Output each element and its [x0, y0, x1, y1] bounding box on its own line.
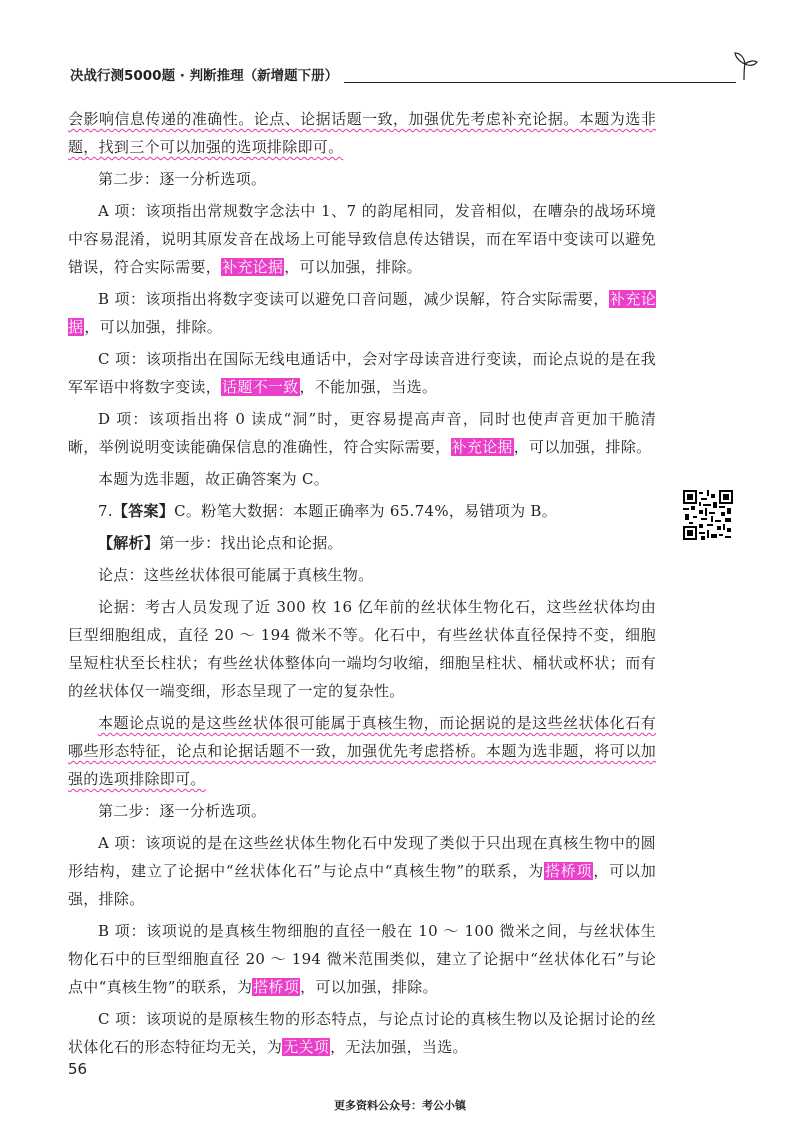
option-a-analysis [68, 197, 656, 281]
argument-evidence: 论据：考古人员发现了近 300 枚 16 亿年前的丝状体生物化石，这些丝状体均由巨型细胞组成，直径 20 ～ 194 微米不等。化石中，有些丝状体直径保持不变，细胞呈短柱状至长柱状；有些丝状体整体向一端均匀收缩，细胞呈柱状、桶状或杯状；而有的丝状体仅一端变细，形态呈现了一定的复杂性。 [68, 598, 656, 700]
analysis-text: 第一步：找出论点和论据。 [159, 534, 343, 552]
option-c-analysis [68, 345, 656, 401]
option-b-analysis [68, 285, 656, 341]
book-title: 决战行测5000题 · 判断推理（新增题下册） [70, 64, 344, 84]
text: ，可以加强，排除。 [84, 318, 223, 336]
page-number: 56 [68, 1060, 88, 1078]
option-c-analysis [68, 1005, 656, 1061]
highlight-tag: 补充论据 [222, 258, 284, 276]
qr-code[interactable] [683, 490, 733, 540]
answer-text: C。粉笔大数据：本题正确率为 65.74%，易错项为 B。 [174, 502, 558, 520]
text: ，可以加强，排除。 [68, 862, 656, 908]
text: C 项：该项说的是原核生物的形态特点，与论点讨论的真核生物以及论据讨论的丝状体化石的形态特征均无关，为 [68, 1010, 656, 1056]
highlight-tag: 搭桥项 [253, 978, 300, 996]
step-heading: 第二步：逐一分析选项。 [98, 802, 267, 820]
highlight-tag: 补充论据 [68, 290, 656, 336]
text: ，可以加强，排除。 [284, 258, 422, 276]
option-a-analysis [68, 829, 656, 913]
text: ，不能加强，当选。 [299, 378, 438, 396]
text: ，可以加强，排除。 [300, 978, 438, 996]
key-sentence: 本题论点说的是这些丝状体很可能属于真核生物，而论据说的是这些丝状体化石有哪些形态特征，论点和论据话题不一致，加强优先考虑搭桥。本题为选非题，将可以加强的选项排除即可。 [68, 714, 656, 788]
analysis-line [68, 529, 656, 557]
highlight-tag: 补充论据 [451, 438, 513, 456]
option-b-analysis [68, 917, 656, 1001]
highlight-tag: 无关项 [283, 1038, 330, 1056]
paragraph [68, 105, 656, 161]
footer-note: 更多资料公众号：考公小镇 [334, 1099, 466, 1112]
conclusion: 本题为选非题，故正确答案为 C。 [98, 470, 330, 488]
text: B 项：该项说的是真核生物细胞的直径一般在 10 ～ 100 微米之间，与丝状体生物化石中的巨型细胞直径 20 ～ 194 微米范围类似，建立了论据中“丝状体化石”与论点中“真核生物”的联系，为 [68, 922, 656, 996]
text: ，可以加强，排除。 [513, 438, 652, 456]
running-header [70, 64, 760, 86]
page-body [68, 105, 656, 1065]
text: D 项：该项指出将 0 读成“洞”时，更容易提高声音，同时也使声音更加干脆清晰，举例说明变读能确保信息的准确性，符合实际需要， [68, 410, 656, 456]
highlight-tag: 搭桥项 [544, 862, 593, 880]
answer-label: 【答案】 [112, 502, 175, 520]
text: B 项：该项指出将数字变读可以避免口音问题，减少误解，符合实际需要， [98, 290, 609, 308]
text: ，无法加强，当选。 [330, 1038, 468, 1056]
option-d-analysis [68, 405, 656, 461]
analysis-label: 【解析】 [98, 534, 160, 552]
highlight-tag: 话题不一致 [222, 378, 299, 396]
leaf-icon [730, 50, 760, 84]
text: A 项：该项指出常规数字念法中 1、7 的韵尾相同，发音相似，在嘈杂的战场环境中容易混淆，说明其原发音在战场上可能导致信息传达错误，而在军语中变读可以避免错误，符合实际需要， [68, 202, 656, 276]
question-number: 7. [98, 502, 113, 520]
text: C 项：该项指出在国际无线电通话中，会对字母读音进行变读，而论点说的是在我军军语中将数字变读， [68, 350, 656, 396]
step-heading: 第二步：逐一分析选项。 [98, 170, 267, 188]
text: A 项：该项说的是在这些丝状体生物化石中发现了类似于只出现在真核生物中的圆形结构，建立了论据中“丝状体化石”与论点中“真核生物”的联系，为 [68, 834, 656, 880]
answer-line [68, 497, 656, 525]
key-sentence: 会影响信息传递的准确性。论点、论据话题一致，加强优先考虑补充论据。本题为选非题，找到三个可以加强的选项排除即可。 [68, 110, 656, 156]
paragraph [68, 709, 656, 793]
argument-point: 论点：这些丝状体很可能属于真核生物。 [98, 566, 374, 584]
